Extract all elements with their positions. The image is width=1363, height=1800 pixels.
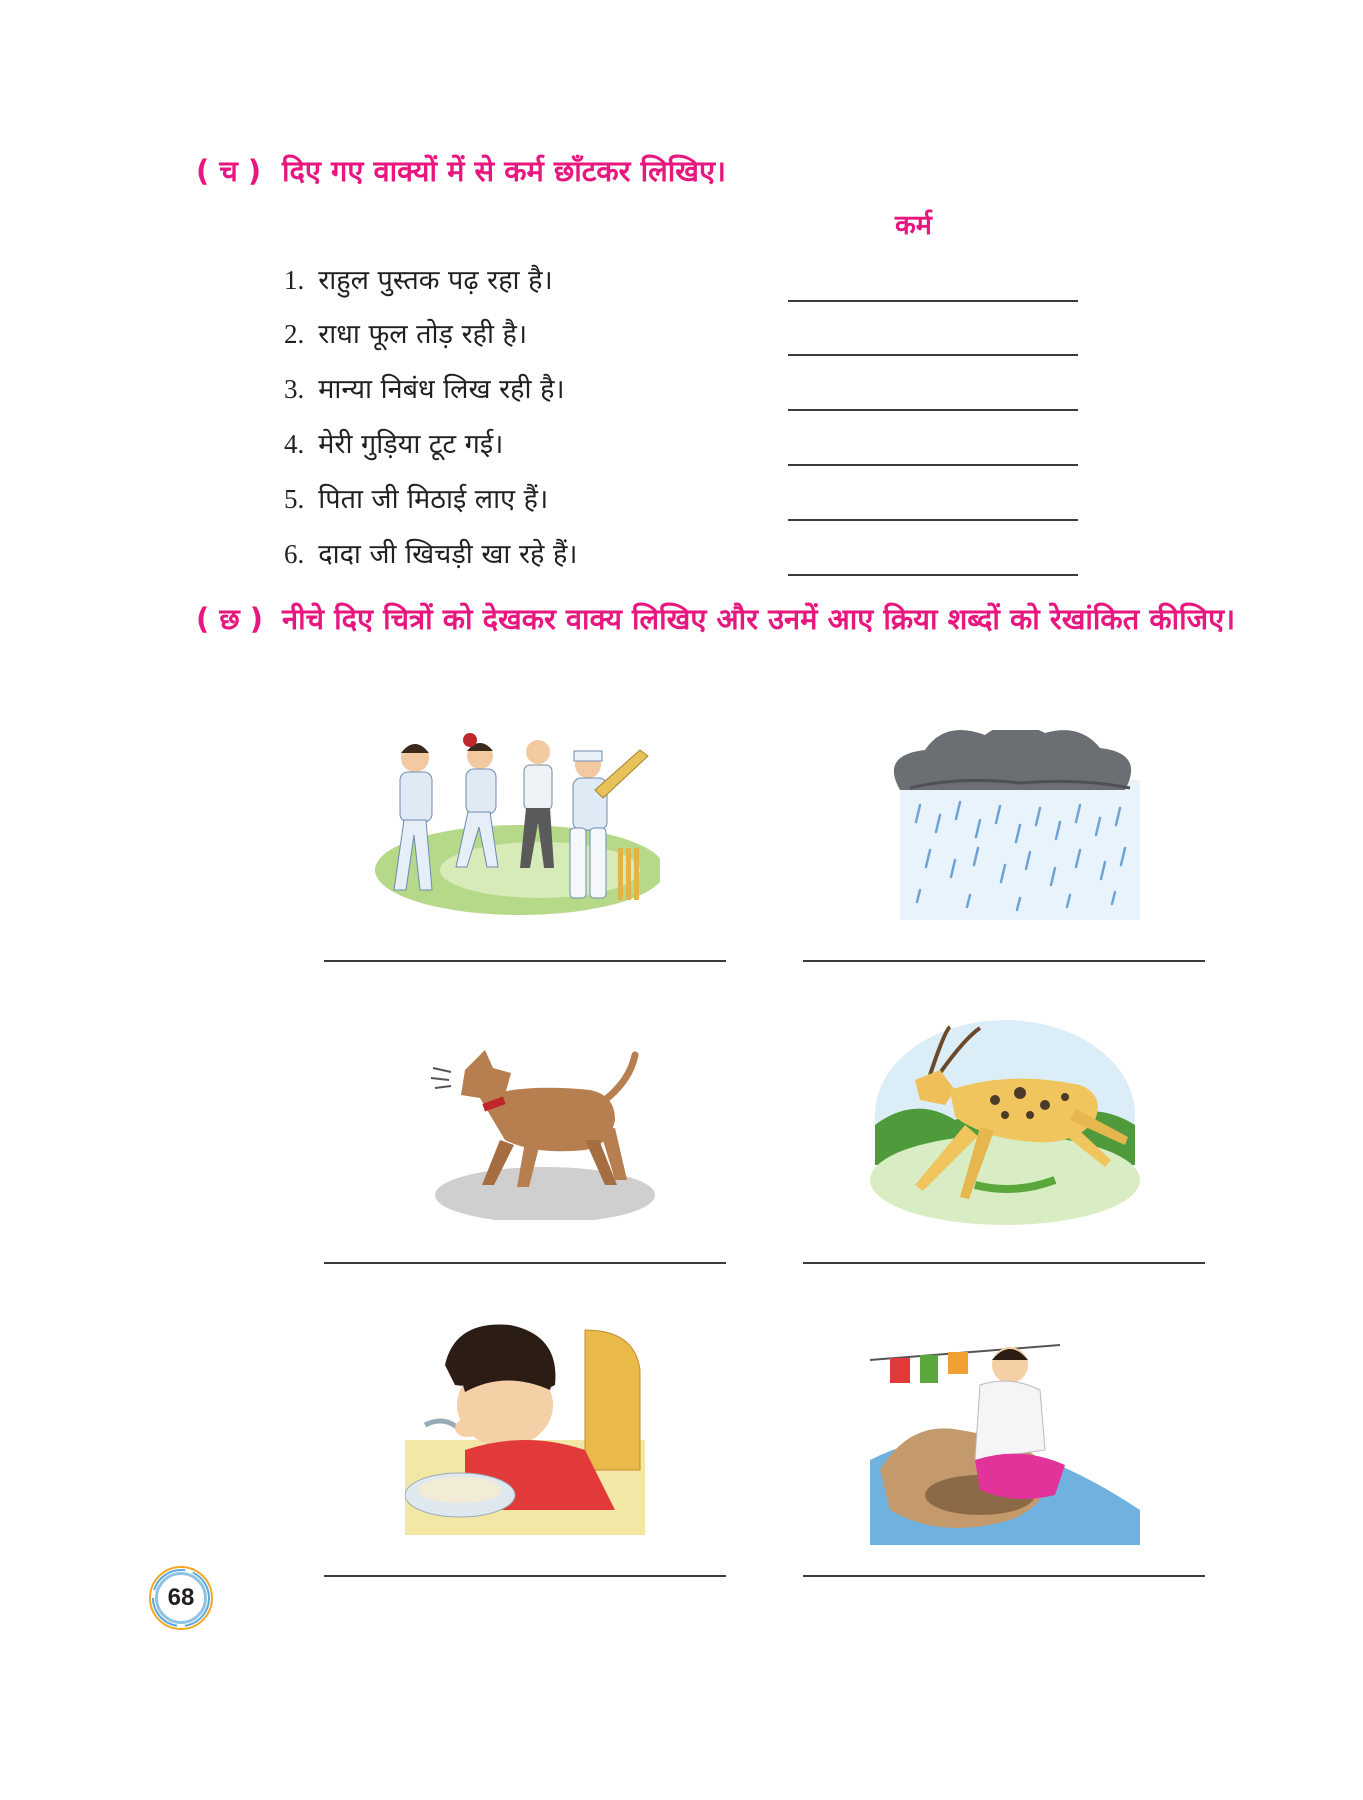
section-cha-heading bbox=[196, 150, 726, 192]
page-number: 68 bbox=[155, 1572, 207, 1624]
answer-line[interactable] bbox=[803, 1262, 1205, 1264]
section-cha-instruction: दिए गए वाक्यों में से कर्म छाँटकर लिखिए। bbox=[282, 154, 727, 188]
sentence-row bbox=[0, 422, 1363, 466]
answer-blank[interactable] bbox=[788, 532, 1078, 576]
sentence-row bbox=[0, 532, 1363, 576]
answer-blank[interactable] bbox=[788, 477, 1078, 521]
sentence-row bbox=[0, 367, 1363, 411]
answer-blank[interactable] bbox=[788, 258, 1078, 302]
sentence: 1. राहुल पुस्तक पढ़ रहा है। bbox=[284, 265, 553, 296]
answer-blank[interactable] bbox=[788, 367, 1078, 411]
barking-dog-picture bbox=[405, 1030, 655, 1220]
karm-column-header: कर्म bbox=[895, 210, 932, 241]
sentence-row bbox=[0, 312, 1363, 356]
answer-line[interactable] bbox=[324, 960, 726, 962]
answer-line[interactable] bbox=[324, 1262, 726, 1264]
sentence: 6. दादा जी खिचड़ी खा रहे हैं। bbox=[284, 539, 578, 570]
sentence: 3. मान्या निबंध लिख रही है। bbox=[284, 374, 565, 405]
answer-blank[interactable] bbox=[788, 422, 1078, 466]
section-chha-instruction: नीचे दिए चित्रों को देखकर वाक्य लिखिए और उनमें आए क्रिया शब्दों को रेखांकित कीजिए। bbox=[282, 602, 1236, 636]
running-deer-picture bbox=[855, 1015, 1145, 1230]
cricket-match-picture bbox=[370, 720, 660, 920]
rain-cloud-picture bbox=[860, 730, 1170, 920]
boy-washing-clothes-picture bbox=[860, 1320, 1150, 1545]
answer-blank[interactable] bbox=[788, 312, 1078, 356]
sentence: 2. राधा फूल तोड़ रही है। bbox=[284, 319, 528, 350]
sentence: 4. मेरी गुड़िया टूट गई। bbox=[284, 429, 504, 460]
section-chha-heading bbox=[196, 598, 1276, 640]
boy-eating-picture bbox=[405, 1320, 645, 1535]
answer-line[interactable] bbox=[803, 960, 1205, 962]
sentence-row bbox=[0, 477, 1363, 521]
answer-line[interactable] bbox=[803, 1575, 1205, 1577]
section-cha-label: ( च ) bbox=[196, 154, 262, 188]
answer-line[interactable] bbox=[324, 1575, 726, 1577]
section-chha-label: ( छ ) bbox=[196, 602, 264, 636]
sentence: 5. पिता जी मिठाई लाए हैं। bbox=[284, 484, 549, 515]
sentence-row bbox=[0, 258, 1363, 302]
